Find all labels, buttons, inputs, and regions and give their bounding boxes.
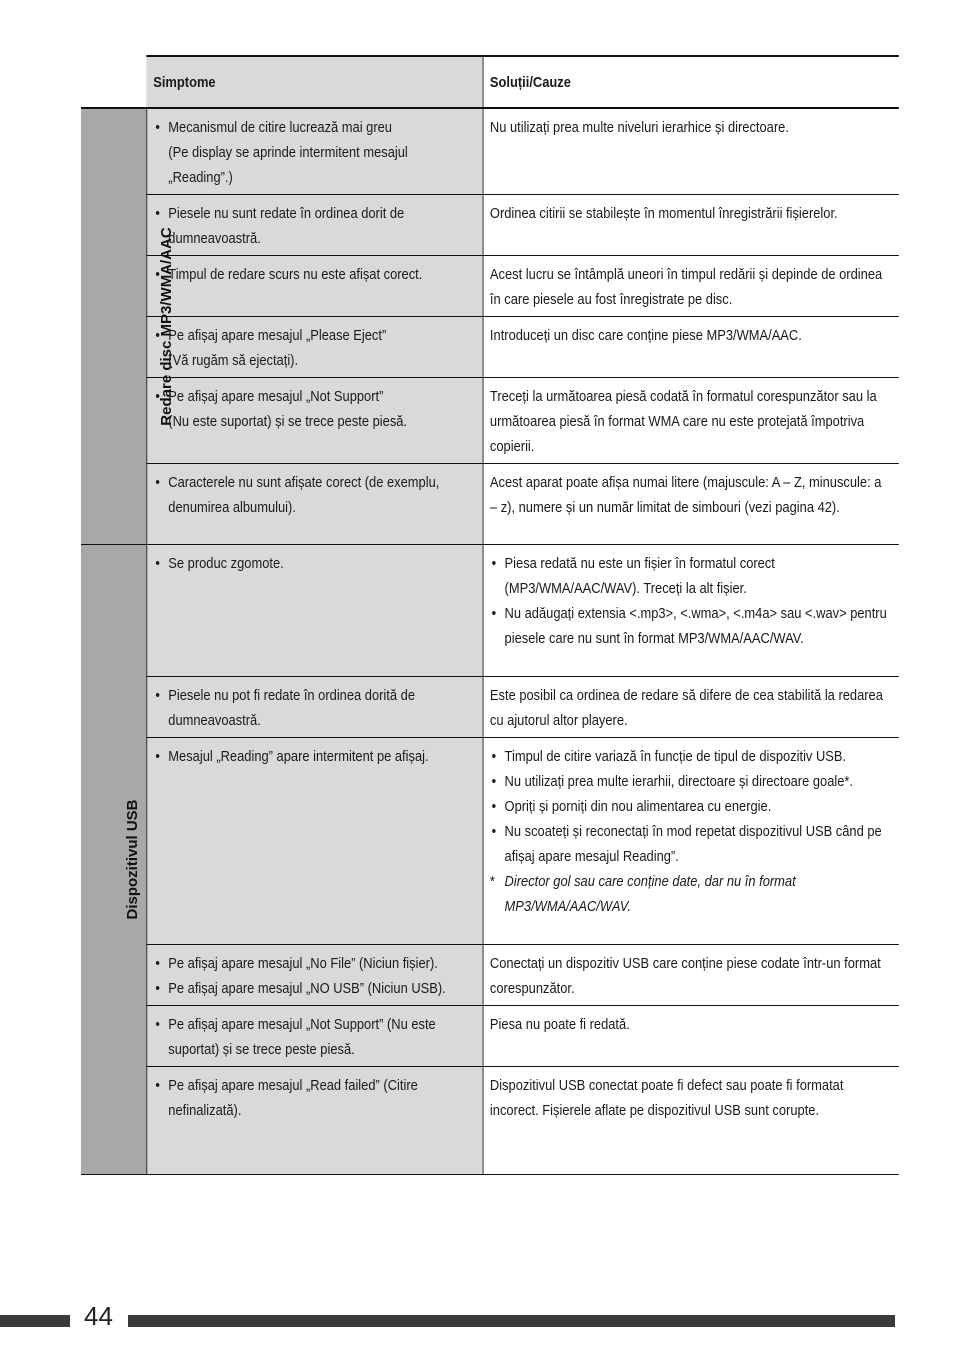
- solution-item: • Nu adăugați extensia <.mp3>, <.wma>, <.m4a> sau <.wav> pentru piesele care nu sunt în format MP3/WMA/AAC/WAV.: [490, 601, 892, 651]
- solution-cell: [483, 945, 899, 1006]
- table-row: [81, 1006, 899, 1067]
- symptom-cell: [146, 945, 482, 1006]
- symptom-item: • Pe afișaj apare mesajul „No File” (Niciun fișier).: [154, 951, 476, 976]
- symptom-cell: [146, 317, 482, 378]
- table-row: [81, 108, 899, 195]
- symptom-item: • Mecanismul de citire lucrează mai greu (Pe display se aprinde intermitent mesajul „Reading”.): [154, 115, 476, 190]
- section-label-cell: [81, 108, 175, 545]
- solution-cell: [483, 677, 899, 738]
- solution-cell: [483, 378, 899, 464]
- table-row: [81, 195, 899, 256]
- symptom-item: • Se produc zgomote.: [154, 551, 476, 576]
- footer-bar-right: [128, 1315, 895, 1327]
- symptom-cell: [146, 1006, 482, 1067]
- solution-cell: [483, 108, 899, 195]
- solution-text: Nu utilizați prea multe niveluri ierarhice și directoare.: [489, 119, 789, 136]
- footnote-mark: *: [489, 873, 495, 890]
- table-row: [81, 545, 899, 677]
- solution-item: • Piesa redată nu este un fișier în formatul corect (MP3/WMA/AAC/WAV). Treceți la alt fișier.: [490, 551, 892, 601]
- symptom-item: • Mesajul „Reading” apare intermitent pe afișaj.: [154, 744, 476, 769]
- solution-cell: [483, 1067, 899, 1175]
- solution-text: Conectați un dispozitiv USB care conține piese codate într-un format corespunzător.: [489, 955, 881, 997]
- table-header-row: [81, 56, 899, 108]
- symptom-item: • Pe afișaj apare mesajul „Read failed” (Citire nefinalizată).: [154, 1073, 476, 1123]
- solution-text: Treceți la următoarea piesă codată în formatul corespunzător sau la următoarea piesă în format WMA care nu este protejată împotriva copierii.: [489, 388, 877, 455]
- solution-cell: [483, 317, 899, 378]
- symptom-cell: [146, 108, 482, 195]
- symptom-cell: [146, 677, 482, 738]
- section-label-cell: [81, 545, 146, 1175]
- table-row: [81, 738, 899, 945]
- solution-cell: [483, 738, 899, 945]
- solution-text: Dispozitivul USB conectat poate fi defect sau poate fi formatat incorect. Fișierele aflate pe dispozitivul USB sunt corupte.: [489, 1077, 844, 1119]
- solution-text: Acest lucru se întâmplă uneori în timpul redării și depinde de ordinea în care piesele au fost înregistrate pe disc.: [489, 266, 883, 308]
- footnote-text: Director gol sau care conține date, dar nu în format MP3/WMA/AAC/WAV.: [504, 873, 796, 915]
- solution-text: Piesa nu poate fi redată.: [489, 1016, 630, 1033]
- section-label: Redare disc MP3/WMA/AAC: [157, 227, 175, 426]
- symptom-item: • Caracterele nu sunt afișate corect (de exemplu, denumirea albumului).: [154, 470, 476, 520]
- symptom-cell: [146, 378, 482, 464]
- table-row: [81, 256, 899, 317]
- solution-cell: [483, 545, 899, 677]
- symptom-item: • Piesele nu pot fi redate în ordinea dorită de dumneavoastră.: [154, 683, 476, 733]
- symptom-cell: [146, 464, 482, 545]
- solution-item: • Opriți și porniți din nou alimentarea cu energie.: [490, 794, 892, 819]
- solution-cell: [483, 1006, 899, 1067]
- symptom-item: • Pe afișaj apare mesajul „Not Support” (Nu este suportat) și se trece peste piesă.: [154, 384, 476, 434]
- solution-text: Ordinea citirii se stabilește în momentul înregistrării fișierelor.: [489, 205, 838, 222]
- symptom-item: • Pe afișaj apare mesajul „NO USB” (Niciun USB).: [154, 976, 476, 1001]
- table-row: [81, 317, 899, 378]
- footnote: [490, 869, 892, 919]
- page-number: 44: [84, 1301, 113, 1331]
- table-row: [81, 378, 899, 464]
- table-row: [81, 677, 899, 738]
- solution-text: Introduceți un disc care conține piese MP3/WMA/AAC.: [489, 327, 802, 344]
- symptom-item: • Timpul de redare scurs nu este afișat corect.: [154, 262, 476, 287]
- section-label: Dispozitivul USB: [124, 799, 142, 920]
- header-solutions: Soluții/Cauze: [483, 56, 899, 108]
- solution-item: • Timpul de citire variază în funcție de tipul de dispozitiv USB.: [490, 744, 892, 769]
- symptom-cell: [146, 545, 482, 677]
- symptom-item: • Piesele nu sunt redate în ordinea dorit de dumneavoastră.: [154, 201, 476, 251]
- footer-bar-left: [0, 1315, 70, 1327]
- symptom-item: • Pe afișaj apare mesajul „Please Eject” (Vă rugăm să ejectați).: [154, 323, 476, 373]
- solution-text: Acest aparat poate afișa numai litere (majuscule: A – Z, minuscule: a – z), numere și un număr limitat de simbouri (vezi pagina 42).: [489, 474, 882, 516]
- solution-cell: [483, 195, 899, 256]
- table-row: [81, 945, 899, 1006]
- solution-item: • Nu utilizați prea multe ierarhii, directoare și directoare goale*.: [490, 769, 892, 794]
- solution-cell: [483, 464, 899, 545]
- symptom-item: • Pe afișaj apare mesajul „Not Support” (Nu este suportat) și se trece peste piesă.: [154, 1012, 476, 1062]
- symptom-cell: [146, 1067, 482, 1175]
- symptom-cell: [146, 738, 482, 945]
- solution-text: Este posibil ca ordinea de redare să difere de cea stabilită la redarea cu ajutorul altor playere.: [489, 687, 883, 729]
- solution-item: • Nu scoateți și reconectați în mod repetat dispozitivul USB când pe afișaj apare mesajul Reading”.: [490, 819, 892, 869]
- symptom-cell: [146, 195, 482, 256]
- table-row: [81, 1067, 899, 1175]
- header-symptoms: Simptome: [146, 56, 482, 108]
- symptom-cell: [146, 256, 482, 317]
- troubleshooting-table-wrapper: [81, 55, 899, 1135]
- troubleshooting-table: [81, 55, 899, 1175]
- solution-cell: [483, 256, 899, 317]
- table-row: [81, 464, 899, 545]
- header-blank-cell: [81, 56, 146, 108]
